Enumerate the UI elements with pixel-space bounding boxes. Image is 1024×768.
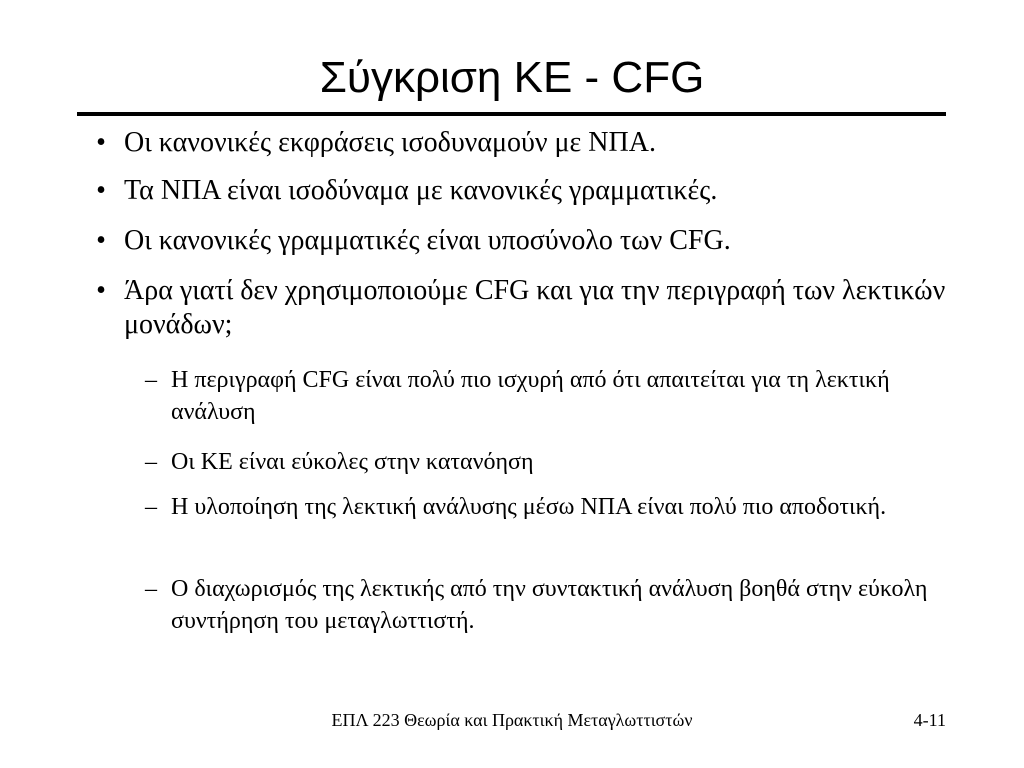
sub-bullet-text: Οι ΚΕ είναι εύκολες στην κατανόηση (171, 449, 534, 475)
bullet-item (96, 274, 954, 342)
bullet-text: Οι κανονικές γραμματικές είναι υποσύνολο των CFG. (124, 225, 731, 256)
sub-bullet-item (145, 364, 951, 428)
dash-marker: – (145, 367, 157, 393)
slide-title: Σύγκριση ΚΕ - CFG (319, 53, 705, 102)
bullet-text: Τα ΝΠΑ είναι ισοδύναμα με κανονικές γραμματικές. (124, 175, 718, 206)
sub-bullet-text: Η υλοποίηση της λεκτική ανάλυσης μέσω ΝΠΑ είναι πολύ πιο αποδοτική. (171, 494, 887, 520)
bullet-text: Άρα γιατί δεν χρησιμοποιούμε CFG και για την περιγραφή των λεκτικών μονάδων; (124, 275, 946, 340)
bullet-item (96, 174, 954, 208)
bullet-marker: • (96, 275, 106, 306)
sub-bullet-item (145, 573, 951, 637)
bullet-marker: • (96, 175, 106, 206)
sub-bullet-text: Η περιγραφή CFG είναι πολύ πιο ισχυρή από ότι απαιτείται για τη λεκτική ανάλυση (171, 367, 890, 425)
dash-marker: – (145, 494, 157, 520)
sub-bullet-item (145, 446, 951, 478)
bullet-item (96, 126, 954, 160)
page-number: 4-11 (913, 710, 946, 730)
bullet-marker: • (96, 225, 106, 256)
bullet-marker: • (96, 127, 106, 158)
footer-course-title: ΕΠΛ 223 Θεωρία και Πρακτική Μεταγλωττιστών (331, 710, 693, 730)
dash-marker: – (145, 449, 157, 475)
bullet-item (96, 224, 954, 258)
sub-bullet-item (145, 491, 951, 523)
dash-marker: – (145, 576, 157, 602)
bullet-text: Οι κανονικές εκφράσεις ισοδυναμούν με ΝΠΑ. (124, 127, 656, 158)
sub-bullet-text: Ο διαχωρισμός της λεκτικής από την συντακτική ανάλυση βοηθά στην εύκολη συντήρηση του μεταγλωττιστή. (171, 576, 928, 634)
